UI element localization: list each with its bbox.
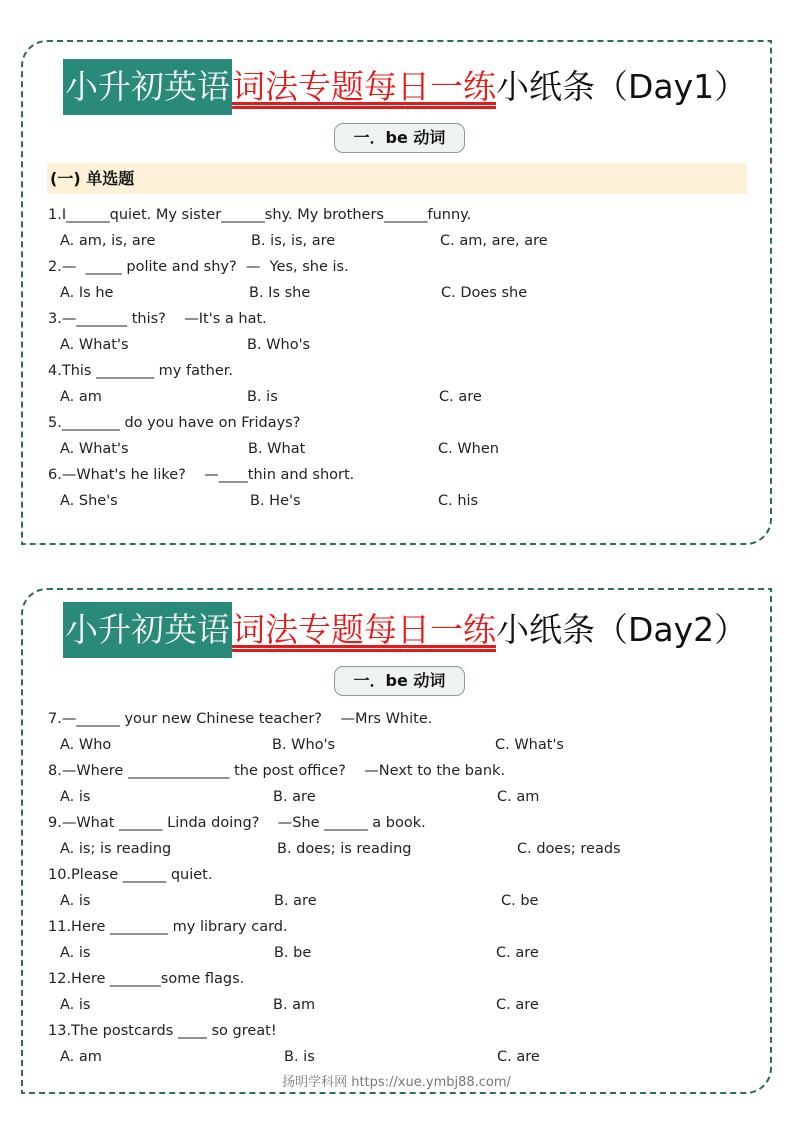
option-a: A. am	[60, 1049, 102, 1065]
option-c: C. his	[438, 493, 479, 509]
section-header: (一) 单选题	[47, 163, 747, 194]
question-stem: 10.Please ______ quiet.	[48, 867, 213, 883]
question-stem: 4.This ________ my father.	[48, 363, 234, 379]
option-a: A. What's	[60, 441, 129, 457]
question-item	[23, 1018, 770, 1070]
card-title	[63, 602, 770, 658]
option-a: A. is	[60, 945, 91, 961]
card-title	[63, 59, 770, 115]
option-a: A. is; is reading	[60, 841, 172, 857]
question-stem: 11.Here ________ my library card.	[48, 919, 288, 935]
option-c: C. are	[496, 997, 539, 1013]
question-item	[23, 410, 770, 462]
option-b: B. is	[247, 389, 278, 405]
topic-pill: 一．be 动词	[334, 666, 465, 696]
option-c: C. What's	[495, 737, 564, 753]
question-stem: 8.—Where ______________ the post office? —Next to the bank.	[48, 763, 506, 779]
question-stem: 3.—_______ this? —It's a hat.	[48, 311, 267, 327]
question-stem: 1.I______quiet. My sister______shy. My brothers______funny.	[48, 207, 472, 223]
option-c: C. When	[438, 441, 499, 457]
question-item	[23, 706, 770, 758]
question-stem: 9.—What ______ Linda doing? —She ______ a book.	[48, 815, 426, 831]
question-item	[23, 202, 770, 254]
title-highlight: 小升初英语	[63, 602, 232, 658]
option-c: C. be	[501, 893, 539, 909]
question-item	[23, 358, 770, 410]
option-a: A. is	[60, 997, 91, 1013]
topic-pill: 一．be 动词	[334, 123, 465, 153]
option-b: B. Who's	[272, 737, 336, 753]
question-item	[23, 462, 770, 514]
question-list	[23, 202, 770, 514]
title-day: 小纸条（Day1）	[496, 67, 748, 106]
option-c: C. does; reads	[517, 841, 621, 857]
option-b: B. am	[273, 997, 316, 1013]
title-red: 词法专题每日一练	[232, 67, 496, 106]
option-b: B. be	[274, 945, 312, 961]
option-c: C. are	[497, 1049, 540, 1065]
title-highlight: 小升初英语	[63, 59, 232, 115]
option-a: A. am	[60, 389, 102, 405]
option-a: A. am, is, are	[60, 233, 156, 249]
question-stem: 5.________ do you have on Fridays?	[48, 415, 301, 431]
option-b: B. is	[284, 1049, 315, 1065]
option-a: A. is	[60, 789, 91, 805]
worksheet-card-day2	[21, 588, 772, 1094]
option-b: B. does; is reading	[277, 841, 412, 857]
option-c: C. are	[496, 945, 539, 961]
option-c: C. am	[497, 789, 540, 805]
option-a: A. Who	[60, 737, 112, 753]
option-b: B. is, is, are	[251, 233, 336, 249]
worksheet-card-day1	[21, 40, 772, 545]
option-b: B. Is she	[249, 285, 311, 301]
title-day: 小纸条（Day2）	[496, 610, 748, 649]
question-item	[23, 966, 770, 1018]
option-b: B. What	[248, 441, 306, 457]
question-stem: 13.The postcards ____ so great!	[48, 1023, 277, 1039]
question-item	[23, 862, 770, 914]
question-stem: 12.Here _______some flags.	[48, 971, 245, 987]
question-item	[23, 914, 770, 966]
question-item	[23, 758, 770, 810]
option-b: B. He's	[250, 493, 301, 509]
option-b: B. are	[274, 893, 317, 909]
option-c: C. am, are, are	[440, 233, 548, 249]
title-red: 词法专题每日一练	[232, 610, 496, 649]
question-item	[23, 810, 770, 862]
footer-watermark: 扬明学科网 https://xue.ymbj88.com/	[282, 1075, 511, 1090]
option-a: A. is	[60, 893, 91, 909]
question-stem: 2.— _____ polite and shy? — Yes, she is.	[48, 259, 349, 275]
option-a: A. She's	[60, 493, 118, 509]
question-item	[23, 254, 770, 306]
option-c: C. are	[439, 389, 482, 405]
question-stem: 6.—What's he like? —____thin and short.	[48, 467, 355, 483]
question-item	[23, 306, 770, 358]
question-list	[23, 706, 770, 1070]
option-a: A. What's	[60, 337, 129, 353]
option-a: A. Is he	[60, 285, 114, 301]
option-b: B. Who's	[247, 337, 311, 353]
option-b: B. are	[273, 789, 316, 805]
question-stem: 7.—______ your new Chinese teacher? —Mrs White.	[48, 711, 433, 727]
option-c: C. Does she	[441, 285, 528, 301]
